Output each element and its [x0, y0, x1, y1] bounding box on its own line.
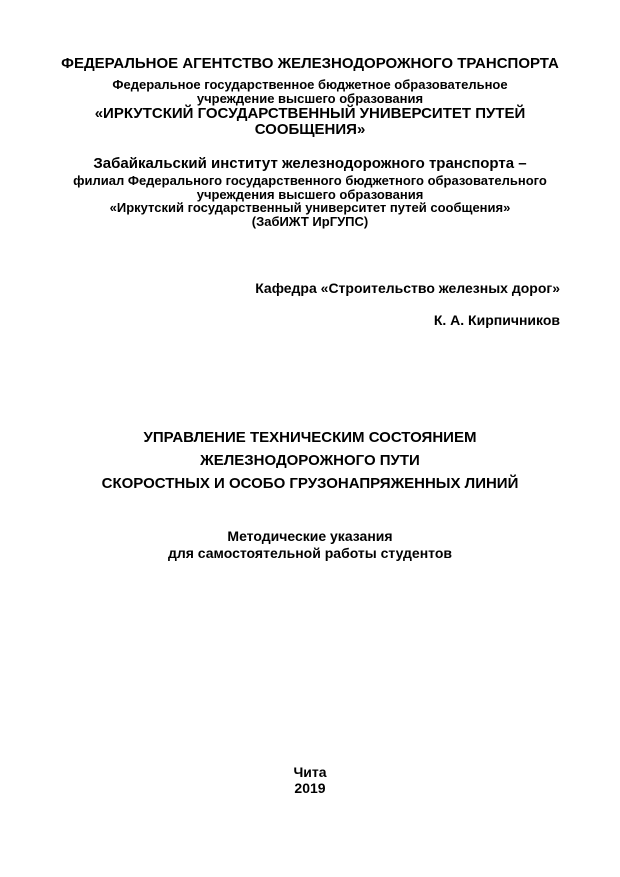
- imprint-city: Чита: [293, 764, 327, 780]
- org-type-line-2: учреждение высшего образования: [196, 90, 424, 106]
- university-name: «ИРКУТСКИЙ ГОСУДАРСТВЕННЫЙ УНИВЕРСИТЕТ ПУТЕЙ СООБЩЕНИЯ»: [94, 104, 526, 138]
- department-name: Кафедра «Строительство железных дорог»: [255, 280, 560, 296]
- institute-name: Забайкальский институт железнодорожного транспорта –: [93, 154, 527, 172]
- imprint-year: 2019: [294, 780, 326, 796]
- institute-descriptor-line-3: «Иркутский государственный университет путей сообщения»: [109, 200, 511, 215]
- institute-descriptor-line-2: учреждения высшего образования: [196, 186, 424, 202]
- subtitle-block: [55, 528, 565, 562]
- institute-descriptor-line-1: филиал Федерального государственного бюджетного образовательного: [73, 173, 547, 188]
- document-title-line-3: СКОРОСТНЫХ И ОСОБО ГРУЗОНАПРЯЖЕННЫХ ЛИНИЙ: [101, 475, 519, 492]
- header-block: [55, 56, 565, 138]
- document-title-block: [55, 426, 565, 495]
- document-title-line-1: УПРАВЛЕНИЕ ТЕХНИЧЕСКИМ СОСТОЯНИЕМ: [143, 429, 477, 446]
- document-title-line-2: ЖЕЛЕЗНОДОРОЖНОГО ПУТИ: [200, 452, 420, 469]
- imprint-block: [55, 764, 565, 796]
- org-type-line-1: Федеральное государственное бюджетное образовательное: [112, 77, 508, 92]
- subtitle-line-1: Методические указания: [227, 528, 393, 544]
- agency-name: ФЕДЕРАЛЬНОЕ АГЕНТСТВО ЖЕЛЕЗНОДОРОЖНОГО ТРАНСПОРТА: [61, 55, 559, 72]
- institute-block: [55, 156, 565, 229]
- subtitle-line-2: для самостоятельной работы студентов: [167, 545, 453, 561]
- department-author-block: [55, 280, 565, 328]
- institute-abbreviation: (ЗабИЖТ ИрГУПС): [251, 213, 369, 229]
- author-name: К. А. Кирпичников: [433, 312, 560, 328]
